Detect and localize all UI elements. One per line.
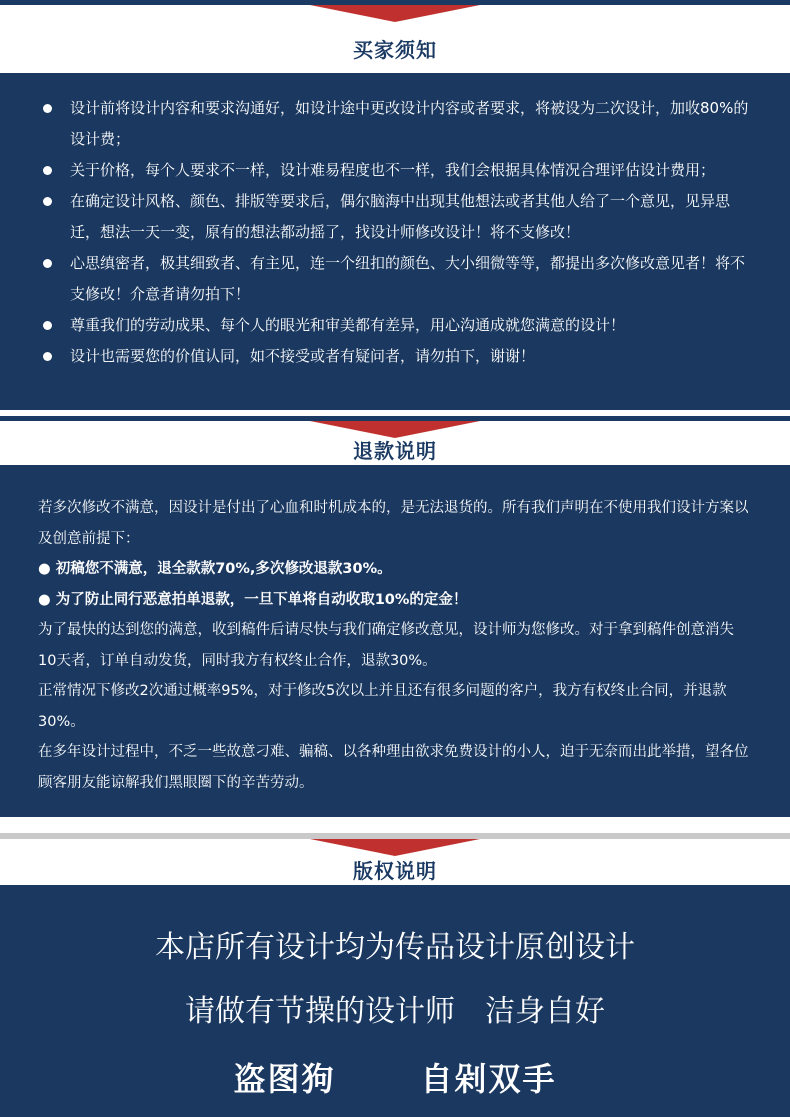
copyright-panel bbox=[0, 885, 790, 1117]
refund-bullet-1: ● 初稿您不满意，退全款款70%,多次修改退款30%。 bbox=[38, 561, 392, 577]
copyright-line-2: 请做有节操的设计师 洁身自好 bbox=[185, 994, 605, 1029]
list-item: 设计也需要您的价值认同，如不接受或者有疑问者，请勿拍下，谢谢！ bbox=[40, 341, 750, 372]
list-item: 尊重我们的劳动成果、每个人的眼光和审美都有差异，用心沟通成就您满意的设计！ bbox=[40, 310, 750, 341]
copyright-header bbox=[0, 817, 790, 885]
list-item: 在确定设计风格、颜色、排版等要求后，偶尔脑海中出现其他想法或者其他人给了一个意见，见异思迁，想法一天一变，原有的想法都动摇了，找设计师修改设计！将不支修改！ bbox=[40, 186, 750, 248]
copyright-title: 版权说明 bbox=[353, 859, 437, 883]
list-item: 心思缜密者，极其细致者、有主见，连一个纽扣的颜色、大小细微等等，都提出多次修改意见者！将不支修改！介意者请勿拍下！ bbox=[40, 248, 750, 310]
buyer-notice-title: 买家须知 bbox=[353, 38, 437, 62]
refund-intro: 若多次修改不满意，因设计是付出了心血和时机成本的，是无法退货的。所有我们声明在不使用我们设计方案以及创意前提下： bbox=[38, 500, 749, 547]
refund-bullet-2: ● 为了防止同行恶意拍单退款，一旦下单将自动收取10%的定金！ bbox=[38, 591, 468, 608]
refund-paragraph-3: 在多年设计过程中，不乏一些故意刁难、骗稿、以各种理由欲求免费设计的小人，迫于无奈而出此举措，望各位顾客朋友能谅解我们黑眼圈下的辛苦劳动。 bbox=[38, 744, 749, 791]
slogan-left: 盗图狗 bbox=[233, 1060, 336, 1098]
refund-panel bbox=[0, 465, 790, 817]
buyer-notice-list bbox=[40, 93, 750, 372]
header-triangle bbox=[310, 839, 480, 856]
buyer-notice-header bbox=[0, 0, 790, 73]
refund-header bbox=[0, 410, 790, 465]
refund-paragraph-1: 为了最快的达到您的满意，收到稿件后请尽快与我们确定修改意见，设计师为您修改。对于拿到稿件创意消失10天者，订单自动发货，同时我方有权终止合作，退款30%。 bbox=[38, 622, 734, 669]
copyright-line-1: 本店所有设计均为传品设计原创设计 bbox=[155, 930, 635, 965]
list-item: 关于价格，每个人要求不一样，设计难易程度也不一样，我们会根据具体情况合理评估设计费用； bbox=[40, 155, 750, 186]
refund-paragraph-2: 正常情况下修改2次通过概率95%，对于修改5次以上并且还有很多问题的客户，我方有权终止合同，并退款30%。 bbox=[38, 683, 727, 730]
slogan-right: 自剁双手 bbox=[420, 1060, 557, 1098]
refund-title: 退款说明 bbox=[353, 439, 437, 463]
header-triangle bbox=[310, 5, 480, 22]
list-item: 设计前将设计内容和要求沟通好，如设计途中更改设计内容或者要求，将被设为二次设计，加收80%的设计费； bbox=[40, 93, 750, 155]
copyright-slogan bbox=[0, 1054, 790, 1100]
buyer-notice-panel bbox=[0, 73, 790, 410]
